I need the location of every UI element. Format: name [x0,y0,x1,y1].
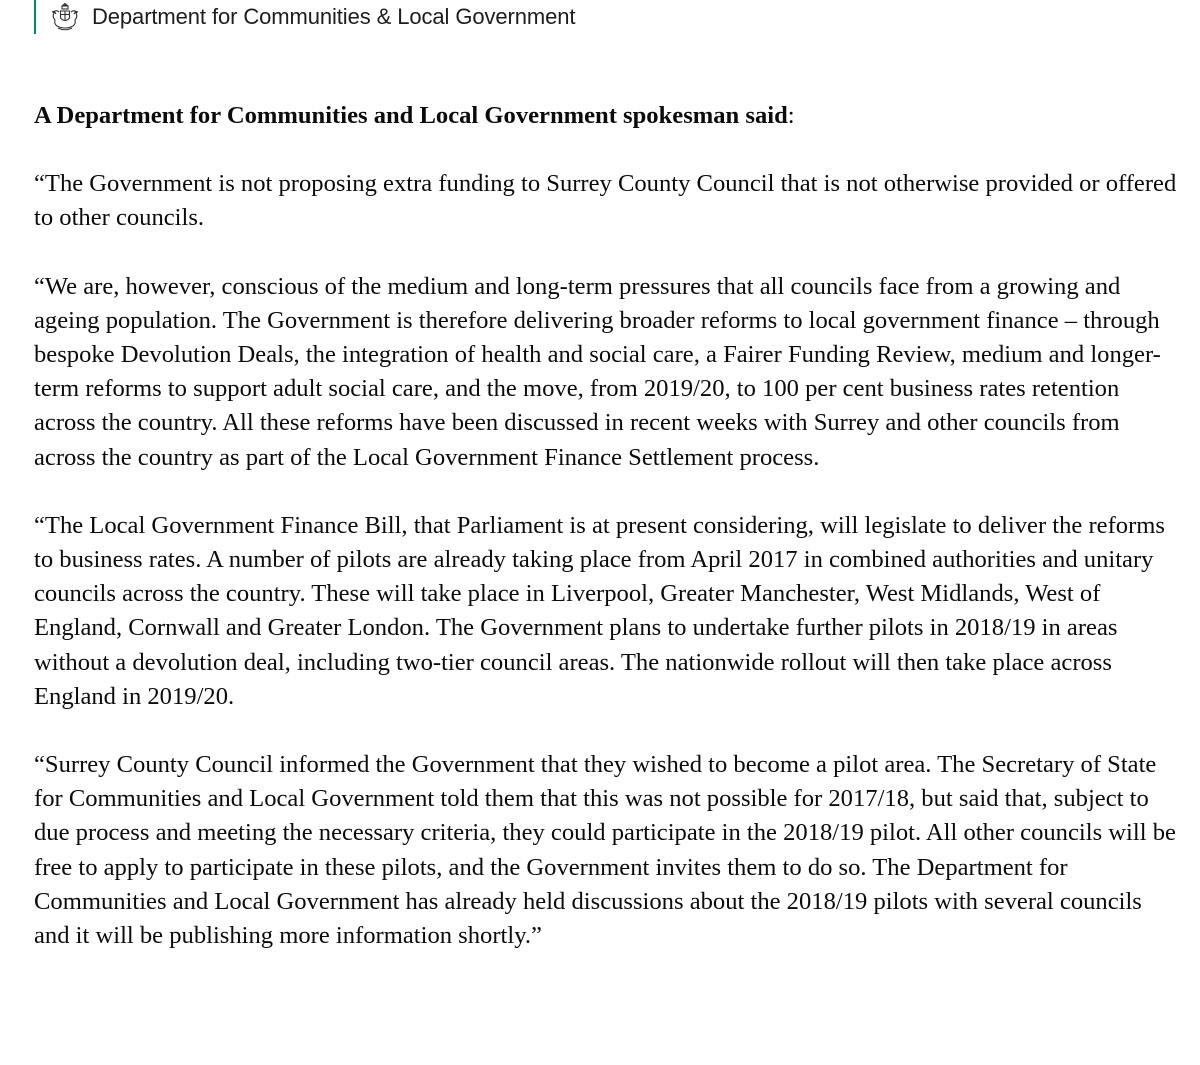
header-accent-rule [34,0,36,34]
press-statement [34,99,1180,987]
statement-paragraph-2: “We are, however, conscious of the medium and long-term pressures that all councils face from a growing and ageing population. The Government is therefore delivering broader reforms to local government finance – through bespoke Devolution Deals, the integration of health and social care, a Fairer Funding Review, medium and longer-term reforms to support adult social care, and the move, from 2019/20, to 100 per cent business rates retention across the country. All these reforms have been discussed in recent weeks with Surrey and other councils from across the country as part of the Local Government Finance Settlement process. [34,272,1161,471]
spokesman-attribution: A Department for Communities and Local Government spokesman said [34,102,788,129]
statement-paragraph-1: “The Government is not proposing extra funding to Surrey County Council that is not otherwise provided or offered to other councils. [34,170,1177,232]
statement-lead [34,99,1180,133]
statement-paragraph-3: “The Local Government Finance Bill, that Parliament is at present considering, will legislate to deliver the reforms to business rates. A number of pilots are already taking place from April 2017 in combined authorities and unitary councils across the country. These will take place in Liverpool, Greater Manchester, West Midlands, West of England, Cornwall and Greater London. The Government plans to undertake further pilots in 2018/19 in areas without a devolution deal, including two-tier council areas. The nationwide rollout will then take place across England in 2019/20. [34,511,1165,710]
department-header [34,0,575,34]
attribution-colon: : [787,102,795,129]
department-name: Department for Communities & Local Government [92,4,576,29]
royal-coat-of-arms-icon [48,2,82,32]
statement-paragraph-4: “Surrey County Council informed the Government that they wished to become a pilot area. The Secretary of State for Communities and Local Government told them that this was not possible for 2017/18, but said that, subject to due process and meeting the necessary criteria, they could participate in the 2018/19 pilot. All other councils will be free to apply to participate in these pilots, and the Government invites them to do so. The Department for Communities and Local Government has already held discussions about the 2018/19 pilots with several councils and it will be publishing more information shortly.” [34,751,1176,950]
